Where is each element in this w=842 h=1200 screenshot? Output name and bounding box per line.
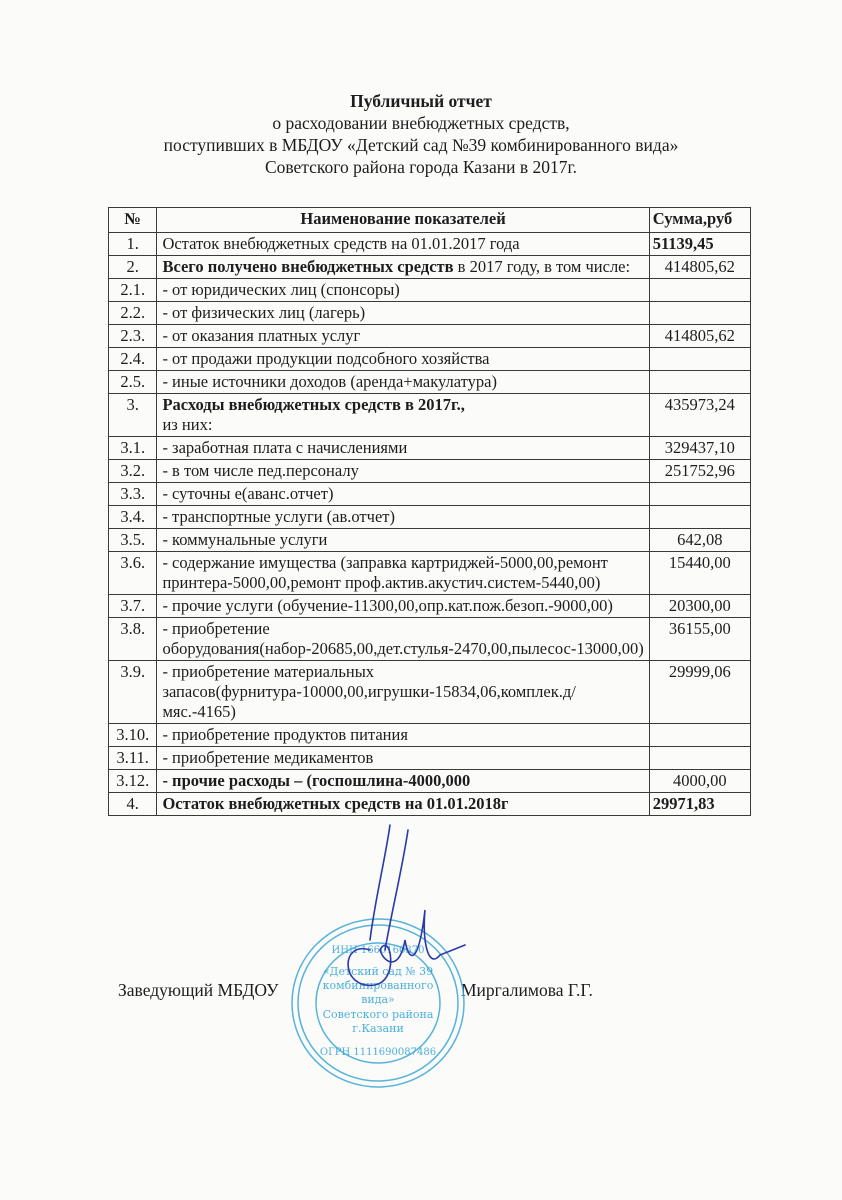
row-amount — [649, 371, 750, 394]
row-number: 3.9. — [109, 661, 157, 724]
table-row — [109, 770, 751, 793]
table-row — [109, 371, 751, 394]
row-label: - от физических лиц (лагерь) — [157, 302, 649, 325]
row-amount: 414805,62 — [649, 256, 750, 279]
column-header-indicator: Наименование показателей — [157, 208, 649, 233]
table-row — [109, 595, 751, 618]
stamp-center-line3: вида» — [361, 993, 395, 1006]
row-label: - от оказания платных услуг — [157, 325, 649, 348]
report-table — [108, 207, 751, 816]
table-row — [109, 529, 751, 552]
row-number: 3.7. — [109, 595, 157, 618]
row-number: 3.1. — [109, 437, 157, 460]
row-amount: 414805,62 — [649, 325, 750, 348]
stamp-center-line5: г.Казани — [352, 1022, 404, 1035]
table-row-total — [109, 793, 751, 816]
row-label — [157, 256, 649, 279]
row-amount: 251752,96 — [649, 460, 750, 483]
row-label — [157, 394, 649, 437]
row-number: 3.12. — [109, 770, 157, 793]
report-title: Публичный отчет — [350, 91, 492, 111]
row-number: 3.3. — [109, 483, 157, 506]
row-amount: 20300,00 — [649, 595, 750, 618]
row-label: - от юридических лиц (спонсоры) — [157, 279, 649, 302]
row-number: 2.1. — [109, 279, 157, 302]
row-label: Остаток внебюджетных средств на 01.01.2017 года — [157, 233, 649, 256]
row-label: - содержание имущества (заправка картриджей-5000,00,ремонт принтера-5000,00,ремонт проф.актив.акустич.систем-5440,00) — [157, 552, 649, 595]
row-amount — [649, 506, 750, 529]
row-number: 3.2. — [109, 460, 157, 483]
row-amount — [649, 348, 750, 371]
row-amount — [649, 724, 750, 747]
row-number: 3. — [109, 394, 157, 437]
stamp-inn: ИНН 1660160370 — [331, 945, 425, 956]
signatory-name: Миргалимова Г.Г. — [461, 980, 593, 1000]
row-label: - прочие расходы – (госпошлина-4000,000 — [157, 770, 649, 793]
row-amount: 329437,10 — [649, 437, 750, 460]
table-row — [109, 460, 751, 483]
row-number: 4. — [109, 793, 157, 816]
row-number: 2.5. — [109, 371, 157, 394]
row-amount: 29999,06 — [649, 661, 750, 724]
row-label-bold: Всего получено внебюджетных средств — [162, 257, 454, 276]
table-row — [109, 618, 751, 661]
row-label: - коммунальные услуги — [157, 529, 649, 552]
row-label: - в том числе пед.персоналу — [157, 460, 649, 483]
table-row — [109, 483, 751, 506]
table-row — [109, 394, 751, 437]
row-label: - заработная плата с начислениями — [157, 437, 649, 460]
table-row — [109, 233, 751, 256]
row-amount: 51139,45 — [649, 233, 750, 256]
table-header-row — [109, 208, 751, 233]
row-label: - приобретение продуктов питания — [157, 724, 649, 747]
report-subtitle-line3: Советского района города Казани в 2017г. — [264, 157, 578, 177]
table-row — [109, 747, 751, 770]
signature-icon — [330, 820, 480, 1020]
row-number: 3.8. — [109, 618, 157, 661]
table-row — [109, 724, 751, 747]
row-number: 3.11. — [109, 747, 157, 770]
row-number: 2. — [109, 256, 157, 279]
row-amount: 29971,83 — [649, 793, 750, 816]
row-label: - суточны е(аванс.отчет) — [157, 483, 649, 506]
row-label: - транспортные услуги (ав.отчет) — [157, 506, 649, 529]
row-amount — [649, 483, 750, 506]
row-number: 3.4. — [109, 506, 157, 529]
table-row — [109, 506, 751, 529]
column-header-number: № — [109, 208, 157, 233]
row-label: - приобретение материальных запасов(фурнитура-10000,00,игрушки-15834,06,комплек.д/мяс.-4165) — [157, 661, 649, 724]
table-row — [109, 302, 751, 325]
row-label-bold: Расходы внебюджетных средств в 2017г., — [162, 395, 465, 414]
row-number: 2.3. — [109, 325, 157, 348]
row-amount — [649, 747, 750, 770]
row-label: - приобретение оборудования(набор-20685,00,дет.стулья-2470,00,пылесос-13000,00) — [157, 618, 649, 661]
table-row — [109, 552, 751, 595]
row-amount: 4000,00 — [649, 770, 750, 793]
row-label: - прочие услуги (обучение-11300,00,опр.кат.пож.безоп.-9000,00) — [157, 595, 649, 618]
row-label: - приобретение медикаментов — [157, 747, 649, 770]
row-label: Остаток внебюджетных средств на 01.01.2018г — [157, 793, 649, 816]
table-row — [109, 279, 751, 302]
signatory-position: Заведующий МБДОУ — [118, 980, 279, 1000]
table-row — [109, 437, 751, 460]
row-number: 3.10. — [109, 724, 157, 747]
table-row — [109, 256, 751, 279]
row-amount: 435973,24 — [649, 394, 750, 437]
table-row — [109, 348, 751, 371]
report-header — [0, 90, 842, 178]
stamp-center-line2: комбинированного — [322, 979, 434, 992]
row-amount: 15440,00 — [649, 552, 750, 595]
row-number: 2.4. — [109, 348, 157, 371]
table-row — [109, 661, 751, 724]
stamp-center-line4: Советского района — [322, 1008, 434, 1021]
row-label-rest: из них: — [162, 415, 213, 434]
row-amount — [649, 279, 750, 302]
row-amount: 36155,00 — [649, 618, 750, 661]
row-amount: 642,08 — [649, 529, 750, 552]
report-subtitle-line2: поступивших в МБДОУ «Детский сад №39 комбинированного вида» — [163, 135, 679, 155]
table-row — [109, 325, 751, 348]
row-label-rest: в 2017 году, в том числе: — [453, 257, 631, 276]
stamp-ogrn: ОГРН 1111690087486 — [319, 1047, 437, 1058]
row-number: 1. — [109, 233, 157, 256]
report-subtitle-line1: о расходовании внебюджетных средств, — [272, 113, 570, 133]
row-number: 3.5. — [109, 529, 157, 552]
row-label: - от продажи продукции подсобного хозяйства — [157, 348, 649, 371]
row-amount — [649, 302, 750, 325]
row-label: - иные источники доходов (аренда+макулатура) — [157, 371, 649, 394]
row-number: 2.2. — [109, 302, 157, 325]
row-number: 3.6. — [109, 552, 157, 595]
column-header-amount: Сумма,руб — [649, 208, 750, 233]
stamp-center-line1: «Детский сад № 39 — [322, 965, 434, 978]
